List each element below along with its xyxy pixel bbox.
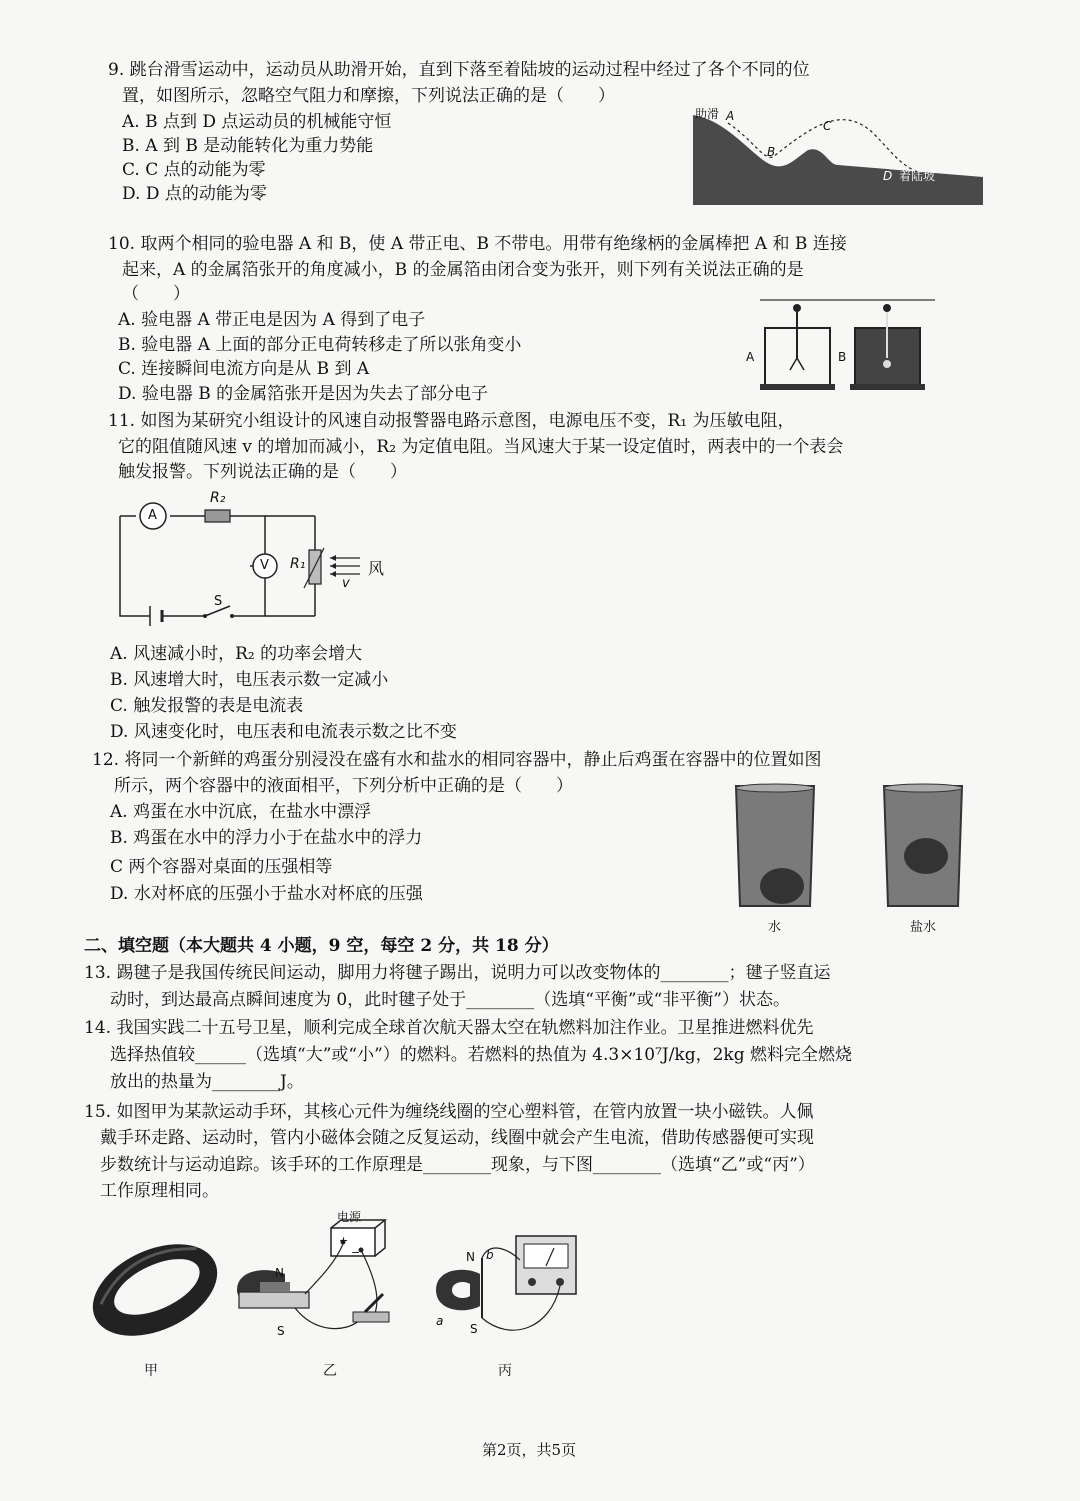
power-minus-label: − <box>351 1246 361 1259</box>
generator-b-label: b <box>486 1248 494 1262</box>
section-fill-in-heading: 二、填空题（本大题共 4 小题，9 空，每空 2 分，共 18 分） <box>84 936 559 956</box>
q10-option-d: D. 验电器 B 的金属箔张开是因为失去了部分电子 <box>118 384 489 404</box>
q10-line3: （ ） <box>122 284 190 304</box>
q15-line1: 15. 如图甲为某款运动手环，其核心元件为缠绕线圈的空心塑料管，在管内放置一块小磁铁。人佩 <box>84 1102 814 1122</box>
q12-option-d: D. 水对杯底的压强小于盐水对杯底的压强 <box>110 884 423 904</box>
q15-line2: 戴手环走路、运动时，管内小磁体会随之反复运动，线圈中就会产生电流，借助传感器便可实现 <box>100 1128 814 1148</box>
q10-option-b: B. 验电器 A 上面的部分正电荷转移走了所以张角变小 <box>118 335 522 355</box>
q11-line3: 触发报警。下列说法正确的是（ ） <box>118 462 407 482</box>
q11-option-c: C. 触发报警的表是电流表 <box>110 696 304 716</box>
motor-figure <box>225 1208 415 1380</box>
velocity-label: v <box>342 576 350 591</box>
q12-option-a: A. 鸡蛋在水中沉底，在盐水中漂浮 <box>110 802 372 822</box>
ski-label-c: C <box>823 119 832 133</box>
electroscope-label-b: B <box>838 350 847 364</box>
q9-line1: 9. 跳台滑雪运动中，运动员从助滑开始，直到下落至着陆坡的运动过程中经过了各个不同的位 <box>108 60 810 80</box>
generator-n-label: N <box>466 1250 475 1264</box>
beaker-label-water: 水 <box>768 920 782 935</box>
motor-s-label: S <box>277 1324 285 1338</box>
q9-line2: 置，如图所示，忽略空气阻力和摩擦，下列说法正确的是（ ） <box>122 86 615 106</box>
ski-label-d: D <box>883 169 893 183</box>
wind-label: 风 <box>368 559 385 578</box>
wristband-figure <box>80 1230 230 1380</box>
r1-label: R₁ <box>290 556 306 572</box>
generator-figure <box>430 1230 590 1380</box>
q15-line3: 步数统计与运动追踪。该手环的工作原理是________现象，与下图________（选填“乙”或“丙”） <box>100 1155 815 1175</box>
q14-line2: 选择热值较______（选填“大”或“小”）的燃料。若燃料的热值为 4.3×10⁷J/kg，2kg 燃料完全燃烧 <box>110 1045 853 1065</box>
r2-label: R₂ <box>210 490 226 506</box>
q9-option-b: B. A 到 B 是动能转化为重力势能 <box>122 136 374 156</box>
q9-option-c: C. C 点的动能为零 <box>122 160 266 180</box>
q12-option-b: B. 鸡蛋在水中的浮力小于在盐水中的浮力 <box>110 828 423 848</box>
q13-line1: 13. 踢毽子是我国传统民间运动，脚用力将毽子踢出，说明力可以改变物体的________；毽子竖直运 <box>84 963 831 983</box>
label-jia: 甲 <box>144 1363 158 1379</box>
q11-option-d: D. 风速变化时，电压表和电流表示数之比不变 <box>110 722 457 742</box>
label-bing: 丙 <box>498 1363 512 1379</box>
q15-line4: 工作原理相同。 <box>100 1181 219 1201</box>
q9-option-a: A. B 点到 D 点运动员的机械能守恒 <box>122 112 392 132</box>
q12-line1: 12. 将同一个新鲜的鸡蛋分别浸没在盛有水和盐水的相同容器中，静止后鸡蛋在容器中的位置如图 <box>92 750 822 770</box>
egg-beakers-figure <box>730 782 970 934</box>
ski-label-a: A <box>726 109 735 123</box>
ski-label-start: 助滑 <box>695 107 720 121</box>
switch-label: S <box>214 594 223 609</box>
generator-s-label: S <box>470 1322 478 1336</box>
ammeter-label: A <box>148 508 157 523</box>
q14-line3: 放出的热量为________J。 <box>110 1072 304 1092</box>
ski-jump-figure <box>693 105 983 205</box>
beaker-label-salt-water: 盐水 <box>910 920 937 935</box>
ski-label-b: B <box>767 145 776 159</box>
q10-line1: 10. 取两个相同的验电器 A 和 B，使 A 带正电、B 不带电。用带有绝缘柄的金属棒把 A 和 B 连接 <box>108 234 847 254</box>
wind-alarm-circuit <box>110 490 410 630</box>
motor-n-label: N <box>275 1266 284 1280</box>
label-yi: 乙 <box>323 1363 337 1379</box>
page-footer: 第2页，共5页 <box>482 1441 577 1459</box>
q10-line2: 起来，A 的金属箔张开的角度减小，B 的金属箔由闭合变为张开，则下列有关说法正确的是 <box>122 260 804 280</box>
electroscope-label-a: A <box>746 350 755 364</box>
q12-line2: 所示，两个容器中的液面相平，下列分析中正确的是（ ） <box>114 776 573 796</box>
q13-line2: 动时，到达最高点瞬间速度为 0，此时毽子处于________（选填“平衡”或“非平衡”）状态。 <box>110 990 790 1010</box>
electroscope-figure <box>740 288 940 398</box>
power-plus-label: + <box>339 1234 349 1247</box>
q12-option-c: C 两个容器对桌面的压强相等 <box>110 857 333 877</box>
ski-label-landing: 着陆坡 <box>899 169 936 183</box>
q11-line1: 11. 如图为某研究小组设计的风速自动报警器电路示意图，电源电压不变，R₁ 为压敏电阻， <box>108 411 795 431</box>
q10-option-c: C. 连接瞬间电流方向是从 B 到 A <box>118 359 370 379</box>
voltmeter-label: V <box>260 558 269 573</box>
q14-line1: 14. 我国实践二十五号卫星，顺利完成全球首次航天器太空在轨燃料加注作业。卫星推进燃料优先 <box>84 1018 814 1038</box>
q9-option-d: D. D 点的动能为零 <box>122 184 267 204</box>
power-label: 电源 <box>337 1210 362 1224</box>
generator-a-label: a <box>436 1314 444 1328</box>
q11-option-a: A. 风速减小时，R₂ 的功率会增大 <box>110 644 363 664</box>
q10-option-a: A. 验电器 A 带正电是因为 A 得到了电子 <box>118 310 426 330</box>
q11-option-b: B. 风速增大时，电压表示数一定减小 <box>110 670 389 690</box>
q11-line2: 它的阻值随风速 v 的增加而减小，R₂ 为定值电阻。当风速大于某一设定值时，两表中的一个表会 <box>118 437 844 457</box>
